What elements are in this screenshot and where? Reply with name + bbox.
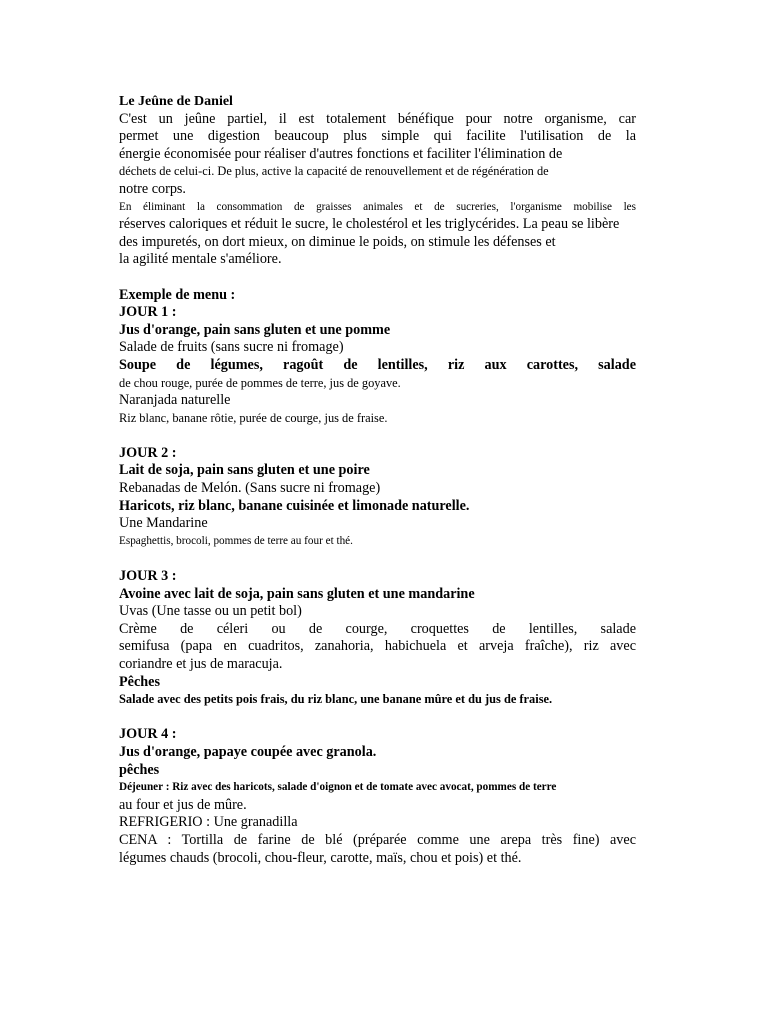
menu-item: légumes chauds (brocoli, chou-fleur, carotte, maïs, chou et pois) et thé. [119, 849, 522, 866]
intro-line: notre corps. [119, 180, 186, 197]
menu-item: Salade de fruits (sans sucre ni fromage) [119, 339, 344, 356]
day-3-section [119, 568, 636, 709]
intro-line: énergie économisée pour réaliser d'autres fonctions et faciliter l'élimination de [119, 145, 563, 162]
menu-item: pêches [119, 761, 160, 778]
intro-line: la agilité mentale s'améliore. [119, 251, 282, 268]
intro-paragraph [119, 111, 636, 269]
menu-item: de chou rouge, purée de pommes de terre, jus de goyave. [119, 375, 401, 390]
menu-item: coriandre et jus de maracuja. [119, 656, 283, 672]
menu-item: Haricots, riz blanc, banane cuisinée et limonade naturelle. [119, 497, 470, 514]
day-2-section [119, 445, 636, 551]
menu-item: Lait de soja, pain sans gluten et une poire [119, 462, 370, 479]
intro-line: réserves caloriques et réduit le sucre, le cholestérol et les triglycérides. La peau se libère [119, 216, 620, 233]
intro-line: des impuretés, on dort mieux, on diminue le poids, on stimule les défenses et [119, 233, 556, 250]
day-heading: JOUR 3 : [119, 568, 177, 585]
menu-item: semifusa (papa en cuadritos, zanahoria, habichuela et arveja fraîche), riz avec [119, 638, 636, 655]
document-page [119, 93, 636, 867]
menu-item: Avoine avec lait de soja, pain sans gluten et une mandarine [119, 585, 475, 602]
menu-item: Une Mandarine [119, 515, 208, 532]
menu-item: Salade avec des petits pois frais, du riz blanc, une banane mûre et du jus de fraise. [119, 692, 553, 707]
menu-item: Espaghettis, brocoli, pommes de terre au four et thé. [119, 534, 353, 547]
day-heading: JOUR 4 : [119, 726, 177, 743]
day-heading: JOUR 1 : [119, 304, 177, 321]
menu-item: au four et jus de mûre. [119, 796, 247, 813]
menu-item: Rebanadas de Melón. (Sans sucre ni fromage) [119, 480, 381, 497]
menu-item: Uvas (Une tasse ou un petit bol) [119, 603, 302, 620]
menu-item: Crème de céleri ou de courge, croquettes de lentilles, salade [119, 620, 636, 637]
intro-line: permet une digestion beaucoup plus simple qui facilite l'utilisation de la [119, 128, 636, 145]
menu-item: Riz blanc, banane rôtie, purée de courge, jus de fraise. [119, 410, 388, 425]
intro-line: déchets de celui-ci. De plus, active la capacité de renouvellement et de régénération de [119, 164, 549, 179]
menu-heading: Exemple de menu : [119, 286, 236, 303]
menu-item: Soupe de légumes, ragoût de lentilles, riz aux carottes, salade [119, 356, 636, 373]
document-title: Le Jeûne de Daniel [119, 94, 233, 109]
intro-line: C'est un jeûne partiel, il est totalement bénéfique pour notre organisme, car [119, 110, 636, 127]
menu-item: Pêches [119, 673, 160, 690]
menu-item: Naranjada naturelle [119, 392, 231, 409]
menu-item: Déjeuner : Riz avec des haricots, salade d'oignon et de tomate avec avocat, pommes de terre [119, 781, 557, 794]
intro-line: En éliminant la consommation de graisses animales et de sucreries, l'organisme mobilise les [119, 200, 636, 213]
menu-item: Jus d'orange, pain sans gluten et une pomme [119, 321, 391, 338]
day-4-section [119, 726, 636, 867]
day-heading: JOUR 2 : [119, 444, 177, 461]
menu-item: REFRIGERIO : Une granadilla [119, 814, 298, 831]
menu-item: CENA : Tortilla de farine de blé (préparée comme une arepa très fine) avec [119, 831, 636, 848]
menu-section [119, 287, 636, 428]
menu-item: Jus d'orange, papaye coupée avec granola. [119, 743, 377, 760]
